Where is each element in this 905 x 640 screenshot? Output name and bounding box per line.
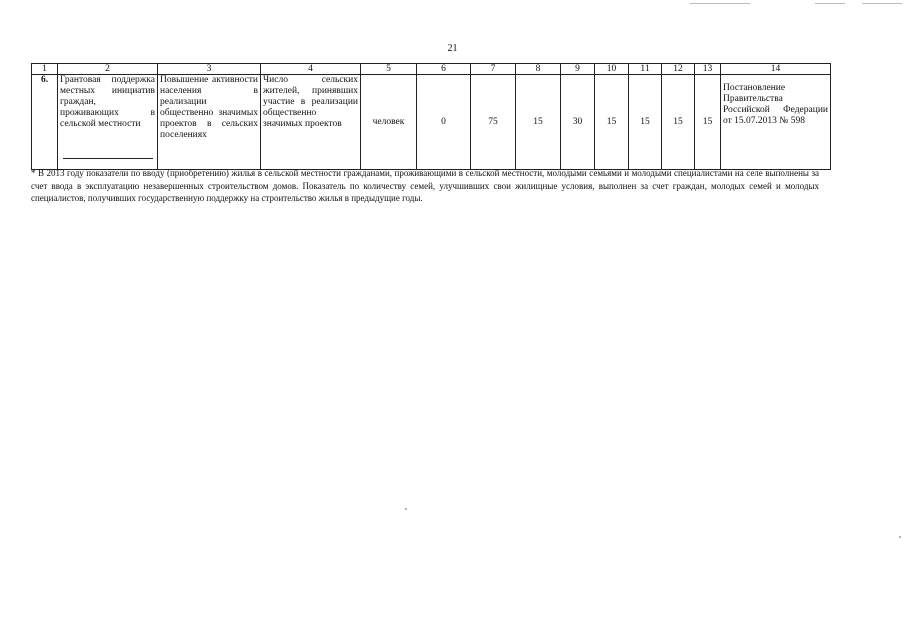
column-header: 4 [261, 64, 361, 75]
column-header: 5 [361, 64, 417, 75]
unit-cell: человек [361, 75, 417, 170]
cell-line: поселениях [160, 130, 207, 140]
cell-line: участие в реализации [263, 97, 358, 107]
column-header: 7 [471, 64, 516, 75]
header-row [32, 64, 831, 75]
cell-line: граждан, [60, 97, 96, 107]
value-cell: 15 [595, 75, 629, 170]
cell-line: общественно значимых [160, 108, 258, 118]
value-cell: 75 [471, 75, 516, 170]
footnote-text: * В 2013 году показатели по вводу (приобретению) жилья в сельской местности гражданами, проживающими в сельской местности, молодыми семьями и молодыми специалистами на селе выполнены за счет ввода в эксплуатацию незавершенных строительством домов. Показатель по количеству семей, улучшивших свои жилищные условия, выполнен за счет граждан, молодых семей и молодых специалистов, получивших государственную поддержку на строительство жилья в предыдущие годы. [31, 168, 819, 203]
column-header: 1 [32, 64, 58, 75]
cell-line: населения в [160, 86, 258, 96]
cell-line: Российской Федерации [723, 105, 828, 115]
cell-line: проживающих в [60, 108, 155, 118]
basis-cell [721, 75, 831, 170]
scan-mark [862, 3, 902, 4]
cell-line: Число сельских [263, 75, 358, 85]
column-header: 3 [158, 64, 261, 75]
scan-speck [899, 536, 901, 538]
column-header: 13 [695, 64, 721, 75]
column-header: 2 [58, 64, 158, 75]
footnote-divider [63, 158, 153, 159]
column-header: 8 [516, 64, 561, 75]
column-header: 12 [662, 64, 695, 75]
value-cell: 15 [695, 75, 721, 170]
column-header: 6 [417, 64, 471, 75]
indicator-table [31, 63, 831, 170]
cell-line: значимых проектов [263, 119, 342, 129]
value-cell: 0 [417, 75, 471, 170]
cell-line: жителей, принявших [263, 86, 358, 96]
value-cell: 15 [662, 75, 695, 170]
cell-line: Повышение активности [160, 75, 258, 85]
scan-speck [405, 508, 407, 510]
value-cell: 30 [561, 75, 595, 170]
column-header: 14 [721, 64, 831, 75]
row-number-cell: 6. [32, 75, 58, 170]
measure-cell [58, 75, 158, 170]
scan-mark [815, 3, 845, 4]
cell-line: Постановление [723, 83, 786, 93]
table-row [32, 75, 831, 170]
scan-mark [690, 3, 750, 4]
value-cell: 15 [516, 75, 561, 170]
cell-line: общественно [263, 108, 317, 118]
cell-line: Грантовая поддержка [60, 75, 155, 85]
cell-line: от 15.07.2013 № 598 [723, 116, 805, 126]
cell-line: Правительства [723, 94, 783, 104]
indicator-cell [261, 75, 361, 170]
cell-line: местных инициатив [60, 86, 155, 96]
column-header: 9 [561, 64, 595, 75]
column-header: 10 [595, 64, 629, 75]
page-number: 21 [447, 43, 458, 54]
column-header: 11 [629, 64, 662, 75]
goal-cell [158, 75, 261, 170]
value-cell: 15 [629, 75, 662, 170]
cell-line: проектов в сельских [160, 119, 258, 129]
cell-line: сельской местности [60, 119, 141, 129]
cell-line: реализации [160, 97, 207, 107]
